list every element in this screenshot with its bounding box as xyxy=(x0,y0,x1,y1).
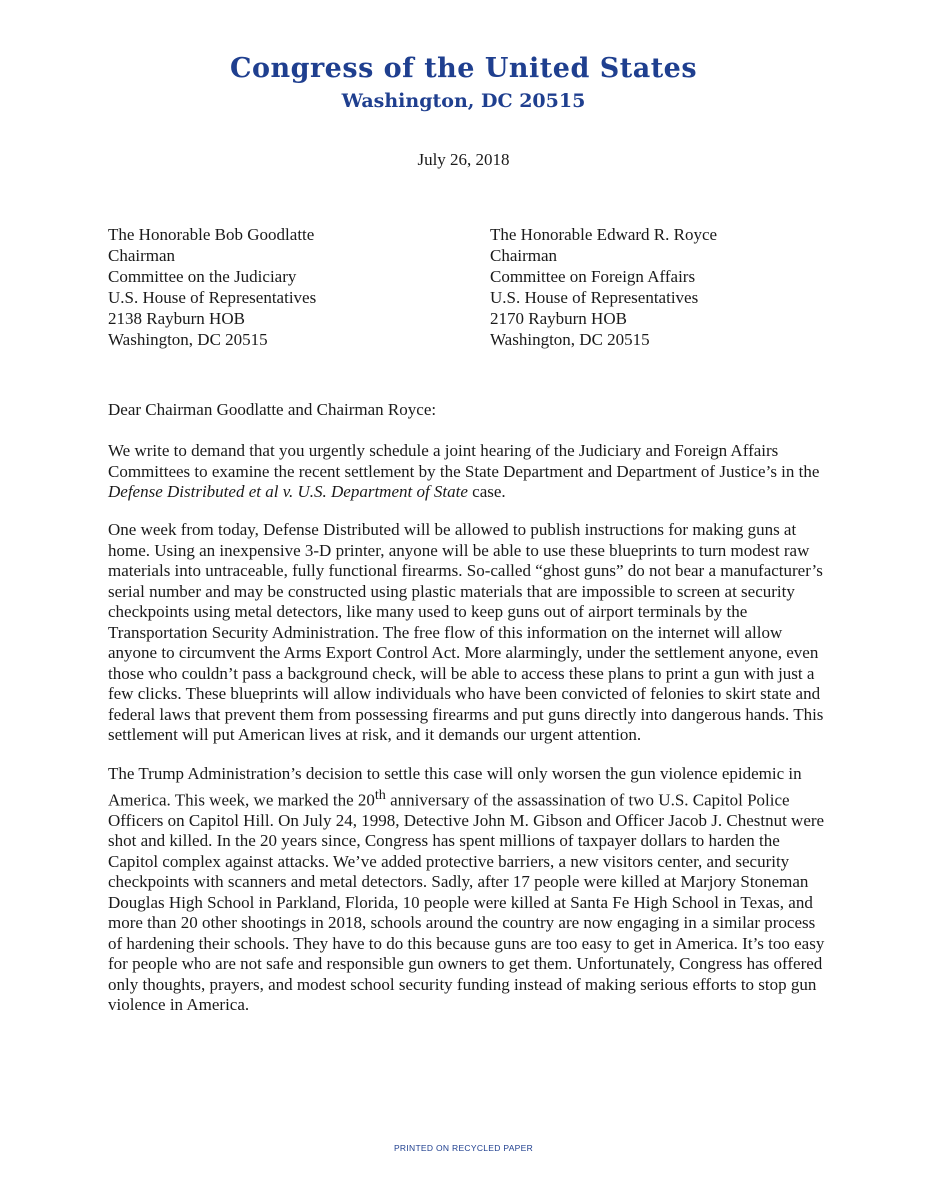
letterhead-subtitle: Washington, DC 20515 xyxy=(341,90,586,112)
address-line: Committee on the Judiciary xyxy=(108,267,297,286)
address-line: U.S. House of Representatives xyxy=(490,288,699,307)
ordinal-superscript: th xyxy=(374,786,386,803)
recipient-address-goodlatte xyxy=(108,224,316,350)
address-line: The Honorable Edward R. Royce xyxy=(490,225,718,244)
address-line: The Honorable Bob Goodlatte xyxy=(108,225,315,244)
body-paragraph-1 xyxy=(108,441,828,503)
letterhead-title: Congress of the United States xyxy=(229,53,698,84)
paragraph-text: case. xyxy=(467,482,506,501)
address-line: 2170 Rayburn HOB xyxy=(490,309,627,328)
letterhead xyxy=(0,52,927,114)
salutation: Dear Chairman Goodlatte and Chairman Royce: xyxy=(108,400,437,419)
body-paragraph-3 xyxy=(108,764,828,1016)
address-line: Washington, DC 20515 xyxy=(108,330,268,349)
address-line: Chairman xyxy=(490,246,558,265)
address-line: Committee on Foreign Affairs xyxy=(490,267,696,286)
paragraph-text: We write to demand that you urgently schedule a joint hearing of the Judiciary and Foreign Affairs Committees to examine the recent settlement by the State Department and Department of Justice’s in the xyxy=(108,441,820,481)
address-line: Chairman xyxy=(108,246,176,265)
letter-date: July 26, 2018 xyxy=(417,150,510,169)
address-line: U.S. House of Representatives xyxy=(108,288,317,307)
body-paragraph-2 xyxy=(108,520,828,746)
paragraph-text: anniversary of the assassination of two U.S. Capitol Police Officers on Capitol Hill. On July 24, 1998, Detective John M. Gibson and Officer Jacob J. Chestnut were shot and killed. In the 20 years since, Congress has spent millions of taxpayer dollars to harden the Capitol complex against attacks. We’ve added protective barriers, a new visitors center, and security checkpoints with scanners and metal detectors. Sadly, after 17 people were killed at Marjory Stoneman Douglas High School in Parkland, Florida, 10 people were killed at Santa Fe High School in Texas, and more than 20 other shootings in 2018, schools around the country are now engaging in a similar process of hardening their schools. They have to do this because guns are too easy to get in America. It’s too easy for people who are not safe and responsible gun owners to get them. Unfortunately, Congress has offered only thoughts, prayers, and modest school security funding instead of making serious efforts to stop gun violence in America. xyxy=(108,790,825,1015)
paragraph-text: One week from today, Defense Distributed will be allowed to publish instructions for making guns at home. Using an inexpensive 3-D printer, anyone will be able to use these blueprints to turn modest raw materials into untraceable, fully functional firearms. So-called “ghost guns” do not bear a manufacturer’s serial number and may be constructed using plastic materials that are impossible to screen at security checkpoints using metal detectors, like many used to keep guns out of airport terminals by the Transportation Security Administration. The free flow of this information on the internet will allow anyone to circumvent the Arms Export Control Act. More alarmingly, under the settlement anyone, even those who couldn’t pass a background check, will be able to access these plans to print a gun with just a few clicks. These blueprints will allow individuals who have been convicted of felonies to skirt state and federal laws that prevent them from possessing firearms and put guns directly into dangerous hands. This settlement will put American lives at risk, and it demands our urgent attention. xyxy=(108,520,824,744)
recycled-paper-footer: PRINTED ON RECYCLED PAPER xyxy=(393,1143,534,1153)
address-line: Washington, DC 20515 xyxy=(490,330,650,349)
recipient-address-royce xyxy=(490,224,717,350)
address-line: 2138 Rayburn HOB xyxy=(108,309,245,328)
paragraph-text: The Trump Administration’s decision to settle this case will only worsen the gun violence epidemic in America. This week, we marked the 20 xyxy=(108,764,802,810)
case-name: Defense Distributed et al v. U.S. Department of State xyxy=(108,482,468,501)
